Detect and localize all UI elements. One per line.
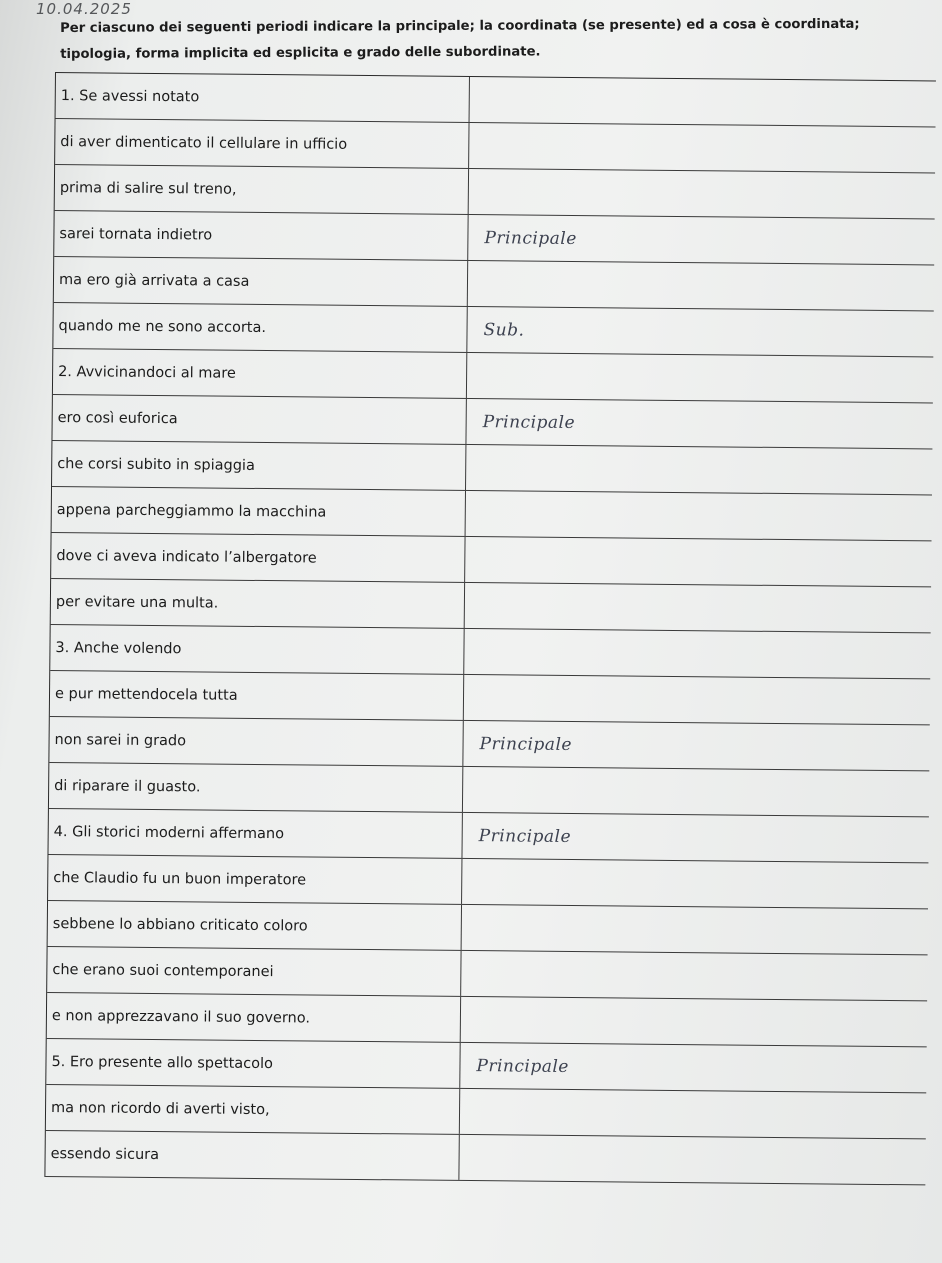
answer-cell[interactable] [469, 123, 935, 172]
clause-text: e non apprezzavano il suo governo. [47, 993, 461, 1042]
table-row [47, 947, 927, 1001]
clause-text: 2. Avvicinandoci al mare [53, 349, 467, 398]
answer-cell[interactable] [468, 261, 934, 310]
answer-cell[interactable] [459, 1135, 925, 1184]
clause-text: essendo sicura [45, 1131, 459, 1180]
clause-text: appena parcheggiammo la macchina [52, 487, 466, 536]
clause-text: ma non ricordo di averti visto, [46, 1085, 460, 1134]
answer-cell[interactable]: Principale [476, 1055, 570, 1077]
answer-cell[interactable] [460, 1089, 926, 1138]
answer-cell[interactable] [462, 859, 928, 908]
answer-cell[interactable] [469, 169, 935, 218]
clause-text: sarei tornata indietro [54, 211, 468, 260]
clause-text: dove ci aveva indicato l’albergatore [51, 533, 465, 582]
exercise-instruction: Per ciascuno dei seguenti periodi indicare la principale; la coordinata (se presente) ed a cosa è coordinata; tipologia, forma implicita ed esplicita e grado delle subordinate. [60, 16, 860, 62]
clause-text: di aver dimenticato il cellulare in ufficio [55, 119, 469, 168]
clause-text: per evitare una multa. [51, 579, 465, 628]
clause-text: quando me ne sono accorta. [53, 303, 467, 352]
clause-text: che corsi subito in spiaggia [52, 441, 466, 490]
answer-cell[interactable] [465, 583, 931, 632]
clause-text: e pur mettendocela tutta [50, 671, 464, 720]
clause-text: 1. Se avessi notato [56, 73, 470, 122]
analysis-table [44, 72, 936, 1185]
clause-text: 5. Ero presente allo spettacolo [46, 1039, 460, 1088]
clause-text: che Claudio fu un buon imperatore [48, 855, 462, 904]
answer-cell[interactable] [467, 353, 933, 402]
clause-text: prima di salire sul treno, [55, 165, 469, 214]
clause-text: ero così euforica [52, 395, 466, 444]
table-row [51, 579, 931, 633]
answer-cell[interactable] [461, 951, 927, 1000]
clause-text: che erano suoi contemporanei [47, 947, 461, 996]
answer-cell[interactable] [461, 997, 927, 1046]
table-row [54, 257, 934, 311]
table-row [45, 1131, 925, 1185]
answer-cell[interactable] [466, 445, 932, 494]
answer-cell[interactable] [464, 675, 930, 724]
answer-cell[interactable]: Principale [484, 227, 577, 249]
answer-cell[interactable]: Principale [479, 733, 573, 755]
clause-text: non sarei in grado [49, 717, 463, 766]
answer-cell[interactable] [463, 767, 929, 816]
answer-cell[interactable] [466, 491, 932, 540]
clause-text: di riparare il guasto. [49, 763, 463, 812]
answer-cell[interactable] [465, 537, 931, 586]
clause-text: ma ero già arrivata a casa [54, 257, 468, 306]
table-row [48, 901, 928, 955]
answer-cell[interactable] [470, 77, 936, 126]
clause-text: sebbene lo abbiano criticato coloro [48, 901, 462, 950]
handwritten-date: 10.04.2025 [36, 0, 132, 18]
clause-text: 3. Anche volendo [50, 625, 464, 674]
answer-cell[interactable] [462, 905, 928, 954]
answer-cell[interactable]: Principale [482, 411, 576, 433]
clause-text: 4. Gli storici moderni affermano [48, 809, 462, 858]
answer-cell[interactable]: Sub. [483, 319, 525, 341]
answer-cell[interactable]: Principale [478, 825, 572, 847]
answer-cell[interactable] [464, 629, 930, 678]
